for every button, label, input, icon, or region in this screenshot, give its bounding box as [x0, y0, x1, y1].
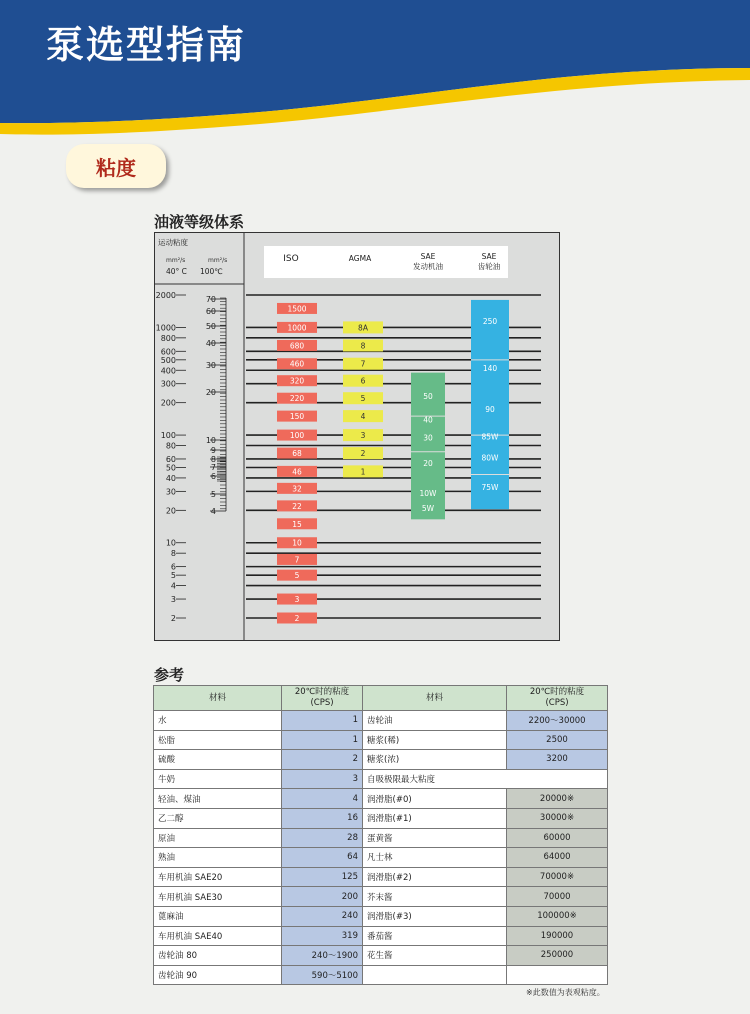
- material-cell: 原油: [154, 828, 282, 848]
- self-priming-limit-cell: 自吸极限最大粘度: [363, 769, 608, 789]
- sae-engine-grade-label: 5W: [421, 504, 435, 514]
- header-material-right: 材料: [363, 686, 507, 711]
- viscosity-cell: [507, 965, 608, 985]
- viscosity-grade-chart: [154, 232, 562, 642]
- agma-grade-label: 3: [360, 431, 366, 441]
- scale-100-label: 50: [205, 322, 216, 331]
- sae-engine-grade-label: 10W: [419, 488, 437, 498]
- material-cell: 松脂: [154, 730, 282, 750]
- reference-table: [153, 685, 608, 985]
- sae-gear-grade-label: 85W: [481, 432, 499, 442]
- scale-100-label: 20: [205, 388, 216, 397]
- viscosity-cell: 240: [282, 906, 363, 926]
- temp-40: 40° C: [166, 267, 187, 276]
- scale-100-label: 30: [205, 361, 216, 370]
- iso-grade-label: 15: [292, 519, 302, 529]
- viscosity-cell: 125: [282, 867, 363, 887]
- table-row: [154, 946, 608, 966]
- viscosity-cell: 70000: [507, 887, 608, 907]
- sae-engine-grade-label: 20: [423, 459, 433, 469]
- viscosity-cell: 1: [282, 711, 363, 731]
- material-cell: 番茄酱: [363, 926, 507, 946]
- sae-gear-grade-label: 250: [482, 316, 498, 326]
- scale-100-label: 7: [210, 463, 216, 472]
- viscosity-cell: 100000※: [507, 906, 608, 926]
- material-cell: 蓖麻油: [154, 906, 282, 926]
- scale-100-label: 6: [210, 472, 216, 481]
- viscosity-cell: 2200～30000: [507, 711, 608, 731]
- viscosity-cell: 64: [282, 848, 363, 868]
- scale-40-label: 5: [170, 571, 176, 581]
- material-cell: 润滑脂(#0): [363, 789, 507, 809]
- iso-grade-label: 1500: [287, 304, 307, 314]
- header-viscosity-left: 20℃时的粘度 (CPS): [282, 686, 363, 711]
- scale-40-label: 6: [170, 562, 176, 572]
- iso-grade-label: 32: [292, 484, 302, 494]
- agma-grade-label: 2: [360, 449, 366, 459]
- sae-engine-grade-label: 40: [423, 415, 433, 425]
- scale-40-label: 8: [170, 549, 176, 559]
- scale-40-label: 30: [165, 487, 176, 497]
- scale-40-label: 40: [165, 473, 176, 483]
- scale-40-label: 50: [165, 463, 176, 473]
- material-cell: 牛奶: [154, 769, 282, 789]
- viscosity-cell: 3: [282, 769, 363, 789]
- sae-gear-header-1: SAE: [481, 252, 497, 261]
- scale-40-label: 1000: [155, 323, 176, 333]
- material-cell: 齿轮油 90: [154, 965, 282, 985]
- viscosity-cell: 30000※: [507, 808, 608, 828]
- material-cell: 糖浆(稀): [363, 730, 507, 750]
- scale-40-label: 4: [170, 581, 176, 591]
- temp-100: 100℃: [200, 267, 223, 276]
- material-cell: 乙二醇: [154, 808, 282, 828]
- iso-grade-label: 150: [289, 412, 305, 422]
- viscosity-cell: 190000: [507, 926, 608, 946]
- sae-gear-header-2: 齿轮油: [477, 262, 501, 271]
- viscosity-cell: 28: [282, 828, 363, 848]
- agma-grade-label: 8A: [358, 323, 368, 333]
- sae-gear-grade-label: 75W: [481, 482, 499, 492]
- viscosity-cell: 16: [282, 808, 363, 828]
- material-cell: 车用机油 SAE20: [154, 867, 282, 887]
- viscosity-cell: 590～5100: [282, 965, 363, 985]
- table-row: [154, 887, 608, 907]
- axis-header: 运动粘度: [158, 238, 188, 247]
- table-row: [154, 711, 608, 731]
- scale-40-label: 600: [160, 347, 176, 357]
- table-row: [154, 906, 608, 926]
- viscosity-cell: 64000: [507, 848, 608, 868]
- scale-40-label: 60: [165, 454, 176, 464]
- scale-40-label: 800: [160, 333, 176, 343]
- sae-gear-grade-label: 90: [485, 404, 495, 414]
- scale-40-label: 2000: [155, 291, 176, 300]
- header-viscosity-right: 20℃时的粘度 (CPS): [507, 686, 608, 711]
- scale-100-label: 70: [205, 295, 216, 304]
- reference-title: 参考: [154, 666, 185, 684]
- iso-grade-label: 1000: [287, 323, 307, 333]
- material-cell: 轻油、煤油: [154, 789, 282, 809]
- table-row: [154, 808, 608, 828]
- table-row: [154, 828, 608, 848]
- viscosity-cell: 20000※: [507, 789, 608, 809]
- unit-100: mm²/s: [208, 257, 228, 264]
- agma-grade-label: 8: [360, 341, 366, 351]
- material-cell: 糖浆(浓): [363, 750, 507, 770]
- sae-gear-grade-label: 140: [482, 363, 498, 373]
- table-row: [154, 867, 608, 887]
- sae-engine-header-2: 发动机油: [413, 262, 443, 271]
- unit-40: mm²/s: [166, 257, 186, 264]
- material-cell: 水: [154, 711, 282, 731]
- table-row: [154, 730, 608, 750]
- material-cell: 车用机油 SAE40: [154, 926, 282, 946]
- viscosity-cell: 200: [282, 887, 363, 907]
- scale-40-label: 10: [165, 538, 176, 548]
- iso-grade-label: 7: [294, 555, 300, 565]
- sae-gear-grade-label: 80W: [481, 453, 499, 463]
- scale-100-label: 10: [205, 436, 216, 445]
- scale-100-label: 4: [210, 507, 216, 516]
- table-row: [154, 750, 608, 770]
- iso-grade-label: 5: [294, 571, 300, 581]
- sae-engine-header-1: SAE: [420, 252, 436, 261]
- viscosity-cell: 240～1900: [282, 946, 363, 966]
- material-cell: 蛋黄酱: [363, 828, 507, 848]
- iso-grade-label: 460: [289, 359, 305, 369]
- agma-grade-label: 4: [360, 412, 366, 422]
- footnote: ※此数值为表观粘度。: [526, 988, 605, 997]
- table-row: [154, 965, 608, 985]
- viscosity-cell: 319: [282, 926, 363, 946]
- viscosity-cell: 250000: [507, 946, 608, 966]
- scale-40-label: 500: [160, 355, 176, 365]
- scale-40-label: 20: [165, 506, 176, 516]
- viscosity-cell: 3200: [507, 750, 608, 770]
- agma-grade-label: 6: [360, 376, 366, 386]
- viscosity-cell: 60000: [507, 828, 608, 848]
- material-cell: 芥末酱: [363, 887, 507, 907]
- iso-header: ISO: [283, 254, 299, 264]
- viscosity-cell: 2: [282, 750, 363, 770]
- scale-100-label: 8: [210, 455, 216, 464]
- table-row: [154, 789, 608, 809]
- sae-engine-grade-label: 50: [423, 392, 433, 402]
- agma-header: AGMA: [348, 254, 372, 263]
- table-row: [154, 848, 608, 868]
- scale-100-label: 40: [205, 339, 216, 348]
- iso-grade-label: 22: [292, 501, 302, 511]
- scale-100-label: 60: [205, 307, 216, 316]
- viscosity-cell: 70000※: [507, 867, 608, 887]
- scale-40-label: 80: [165, 441, 176, 451]
- sae-engine-grade-label: 30: [423, 433, 433, 443]
- iso-grade-label: 2: [294, 614, 300, 623]
- header-material-left: 材料: [154, 686, 282, 711]
- material-cell: 润滑脂(#2): [363, 867, 507, 887]
- material-cell: 齿轮油 80: [154, 946, 282, 966]
- scale-40-label: 300: [160, 379, 176, 389]
- material-cell: 润滑脂(#3): [363, 906, 507, 926]
- agma-grade-label: 5: [360, 394, 366, 404]
- page-title: 泵选型指南: [46, 23, 247, 67]
- iso-grade-label: 100: [289, 431, 305, 441]
- iso-grade-label: 46: [292, 467, 302, 477]
- scale-100-label: 9: [210, 446, 216, 455]
- chart-title: 油液等级体系: [154, 213, 245, 231]
- table-row: [154, 769, 608, 789]
- agma-grade-label: 1: [360, 467, 366, 477]
- section-badge: 粘度: [66, 144, 166, 188]
- material-cell: 花生酱: [363, 946, 507, 966]
- iso-grade-label: 320: [289, 376, 305, 386]
- table-header-row: [154, 686, 608, 711]
- scale-40-label: 2: [170, 614, 176, 623]
- scale-40-label: 3: [170, 595, 176, 605]
- iso-grade-label: 220: [289, 394, 305, 404]
- iso-grade-label: 3: [294, 595, 300, 605]
- viscosity-cell: 1: [282, 730, 363, 750]
- iso-grade-label: 680: [289, 341, 305, 351]
- viscosity-cell: 2500: [507, 730, 608, 750]
- iso-grade-label: 68: [292, 449, 302, 459]
- table-row: [154, 926, 608, 946]
- scale-40-label: 200: [160, 398, 176, 408]
- scale-100-label: 5: [210, 490, 216, 499]
- scale-40-label: 400: [160, 366, 176, 376]
- material-cell: 凡士林: [363, 848, 507, 868]
- agma-grade-label: 7: [360, 359, 366, 369]
- scale-40-label: 100: [160, 431, 176, 441]
- viscosity-cell: 4: [282, 789, 363, 809]
- material-cell: 熟油: [154, 848, 282, 868]
- material-cell: 车用机油 SAE30: [154, 887, 282, 907]
- iso-grade-label: 10: [292, 538, 302, 548]
- material-cell: 润滑脂(#1): [363, 808, 507, 828]
- material-cell: 齿轮油: [363, 711, 507, 731]
- material-cell: [363, 965, 507, 985]
- material-cell: 硫酸: [154, 750, 282, 770]
